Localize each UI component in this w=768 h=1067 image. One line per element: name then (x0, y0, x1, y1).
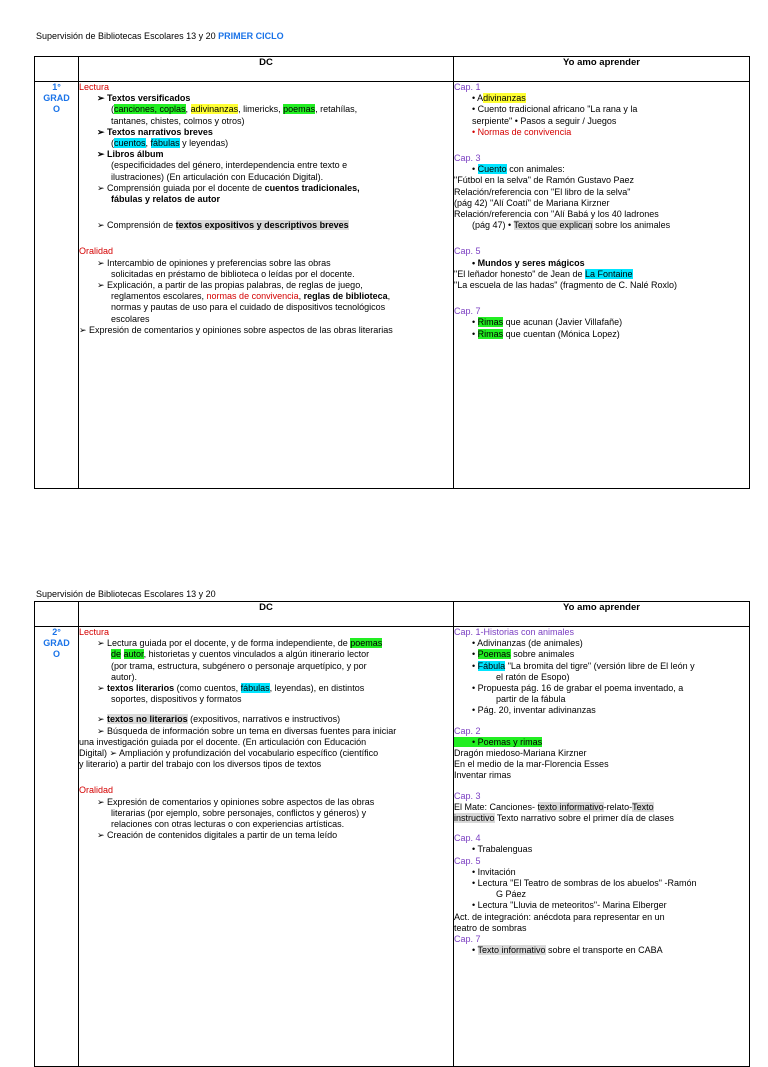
page2-col-dc: DC (79, 602, 454, 627)
libros-album: ➢ Libros álbum (97, 149, 164, 160)
o3-line: ➢ Expresión de comentarios y opiniones sobre aspectos de las obras literarias (79, 324, 393, 335)
cg-line2: fábulas y relatos de autor (111, 194, 221, 205)
lg-line4: autor). (111, 671, 138, 682)
lectura-label: Lectura (79, 82, 110, 92)
p2-cap3-label: Cap. 3 (454, 790, 481, 801)
p2-c2-line4: Inventar rimas (454, 770, 512, 781)
p2-c1-line5: • Propuesta pág. 16 de grabar el poema inventado, a (472, 683, 684, 694)
page2-table (34, 601, 750, 1067)
c5-line1: • Mundos y seres mágicos (472, 257, 585, 268)
p2-c5-line6: teatro de sombras (454, 922, 527, 933)
ce-line: ➢ Comprensión de textos expositivos y descriptivos breves (97, 220, 349, 231)
bi-line2: una investigación guiada por el docente. (En articulación con Educación (79, 736, 367, 747)
tn-line1: (cuentos, fábulas y leyendas) (111, 138, 229, 149)
page1-col-dc: DC (79, 57, 454, 82)
tl-line1: ➢ textos literarios (como cuentos, fábulas, leyendas), en distintos (97, 683, 365, 694)
p2-c1-line4: el ratón de Esopo) (496, 671, 570, 682)
e-line3: relaciones con otras lecturas o con experiencias artísticas. (111, 819, 345, 830)
oralidad-label: Oralidad (79, 246, 114, 257)
e-line1: ➢ Expresión de comentarios y opiniones sobre aspectos de las obras (97, 796, 375, 807)
cg-line1: ➢ Comprensión guiada por el docente de cuentos tradicionales, (97, 182, 360, 193)
tv-line2: tantanes, chistes, colmos y otros) (111, 115, 245, 126)
page1-dc-cell (79, 82, 454, 489)
p2-c1-line1: • Adivinanzas (de animales) (472, 638, 583, 649)
p2-c5-line1: • Invitación (472, 866, 516, 877)
page2-grade: 2° GRAD O (35, 627, 79, 1067)
o1-line2: solicitadas en préstamo de biblioteca o leídas por el docente. (111, 268, 355, 279)
o2-line1: ➢ Explicación, a partir de las propias palabras, de reglas de juego, (97, 280, 363, 291)
cap1-label: Cap. 1 (454, 82, 481, 92)
o1-line1: ➢ Intercambio de opiniones y preferencias sobre las obras (97, 257, 331, 268)
cap5-label: Cap. 5 (454, 246, 481, 257)
lg-line3: (por trama, estructura, subgénero o personaje arquetípico, y por (111, 660, 367, 671)
page1-yo-cell (454, 82, 750, 489)
page2-dc-cell (79, 627, 454, 1067)
c3-line5: Relación/referencia con "Alí Babá y los 40 ladrones (454, 209, 659, 220)
p2-cap5-label: Cap. 5 (454, 855, 481, 866)
p2-c7-line1: • Texto informativo sobre el transporte en CABA (472, 945, 663, 956)
bi-line4: y literario) a partir del trabajo con los diversos tipos de textos (79, 759, 322, 770)
p2-c5-line4: • Lectura "Lluvia de meteoritos"- Marina Elberger (472, 900, 667, 911)
c3-line6: (pág 47) • Textos que explican sobre los animales (472, 220, 671, 231)
la-line2: ilustraciones) (En articulación con Educación Digital). (111, 171, 324, 182)
cap3-label: Cap. 3 (454, 153, 481, 164)
p2-oralidad-label: Oralidad (79, 785, 114, 796)
p2-c5-line3: G Páez (496, 889, 527, 900)
page1-table (34, 56, 750, 489)
la-line1: (especificidades del género, interdependencia entre texto e (111, 160, 348, 171)
tv-line1: (canciones, coplas, adivinanzas, limericks, poemas, retahílas, (111, 104, 358, 115)
o2-line3: normas y pautas de uso para el cuidado de dispositivos tecnológicos (111, 302, 386, 313)
p2-lectura-label: Lectura (79, 627, 110, 637)
lg-line2: de autor, historietas y cuentos vinculados a algún itinerario lector (111, 649, 370, 660)
p2-c5-line2: • Lectura "El Teatro de sombras de los abuelos" -Ramón (472, 878, 697, 889)
c7-line2: • Rimas que cuentan (Mónica Lopez) (472, 328, 620, 339)
page1-corner (35, 57, 79, 82)
p2-c1-line6: partir de la fábula (496, 694, 566, 705)
p2-c3-line2: instructivo Texto narrativo sobre el primer día de clases (454, 813, 674, 824)
page1-col-yo: Yo amo aprender (454, 57, 750, 82)
o2-line2: reglamentos escolares, normas de convivencia, reglas de biblioteca, (111, 291, 391, 302)
lg-line1: ➢ Lectura guiada por el docente, y de forma independiente, de poemas (97, 638, 383, 649)
c1-line1: • Adivinanzas (472, 93, 526, 104)
page2-yo-cell (454, 627, 750, 1067)
c7-line1: • Rimas que acunan (Javier Villafañe) (472, 317, 623, 328)
bi-line1: ➢ Búsqueda de información sobre un tema en diversas fuentes para iniciar (97, 725, 397, 736)
c1-line4: • Normas de convivencia (472, 126, 572, 137)
p2-c2-line3: En el medio de la mar-Florencia Esses (454, 759, 609, 770)
page2-col-yo: Yo amo aprender (454, 602, 750, 627)
p2-c1-line3: • Fábula "La bromita del tigre" (versión libre de El león y (472, 660, 695, 671)
p2-cap2-label: Cap. 2 (454, 725, 481, 736)
e-line2: literarias (por ejemplo, sobre personajes, conflictos y géneros) y (111, 807, 367, 818)
p2-c2-line2: Dragón miedoso-Mariana Kirzner (454, 748, 587, 759)
c1-line2: • Cuento tradicional africano "La rana y la (472, 104, 638, 115)
p2-c1-line7: • Pág. 20, inventar adivinanzas (472, 705, 596, 716)
p2-cap4-label: Cap. 4 (454, 833, 481, 844)
cc-line: ➢ Creación de contenidos digitales a partir de un tema leído (97, 830, 338, 841)
tnl-line: ➢ textos no literarios (expositivos, narrativos e instructivos) (97, 714, 341, 725)
page2-corner (35, 602, 79, 627)
page1-grade: 1° GRAD O (35, 82, 79, 489)
p2-cap1-label: Cap. 1-Historias con animales (454, 627, 575, 637)
c3-line4: (pág 42) "Alí Coatí" de Mariana Kirzner (454, 197, 610, 208)
cap7-label: Cap. 7 (454, 306, 481, 317)
c5-line2: "El leñador honesto" de Jean de La Fontaine (454, 268, 633, 279)
c1-line3: serpiente" • Pasos a seguir / Juegos (472, 115, 617, 126)
c3-line1: • Cuento con animales: (472, 164, 565, 175)
p2-cap7-label: Cap. 7 (454, 934, 481, 945)
p2-c5-line5: Act. de integración: anécdota para representar en un (454, 911, 665, 922)
c3-line3: Relación/referencia con "El libro de la selva" (454, 186, 631, 197)
tl-line2: soportes, dispositivos y formatos (111, 694, 242, 705)
textos-versificados: ➢ Textos versificados (97, 93, 191, 104)
page2-title: Supervisión de Bibliotecas Escolares 13 y 20 (36, 589, 216, 599)
textos-narrativos: ➢ Textos narrativos breves (97, 126, 213, 137)
bi-line3: Digital) ➢ Ampliación y profundización del vocabulario específico (científico (79, 748, 379, 759)
o2-line4: escolares (111, 313, 150, 324)
page1-title-highlight: PRIMER CICLO (218, 31, 284, 41)
p2-c1-line2: • Poemas sobre animales (472, 649, 575, 660)
p2-c4-line1: • Trabalenguas (472, 844, 533, 855)
p2-c3-line1: El Mate: Canciones- texto informativo-relato-Texto (454, 801, 654, 812)
page1-title: Supervisión de Bibliotecas Escolares 13 y 20 PRIMER CICLO (36, 31, 284, 41)
p2-c2-line1: • Poemas y rimas (454, 737, 749, 748)
c3-line2: "Fútbol en la selva" de Ramón Gustavo Paez (454, 175, 634, 186)
c5-line3: "La escuela de las hadas" (fragmento de C. Nalé Roxlo) (454, 280, 678, 291)
